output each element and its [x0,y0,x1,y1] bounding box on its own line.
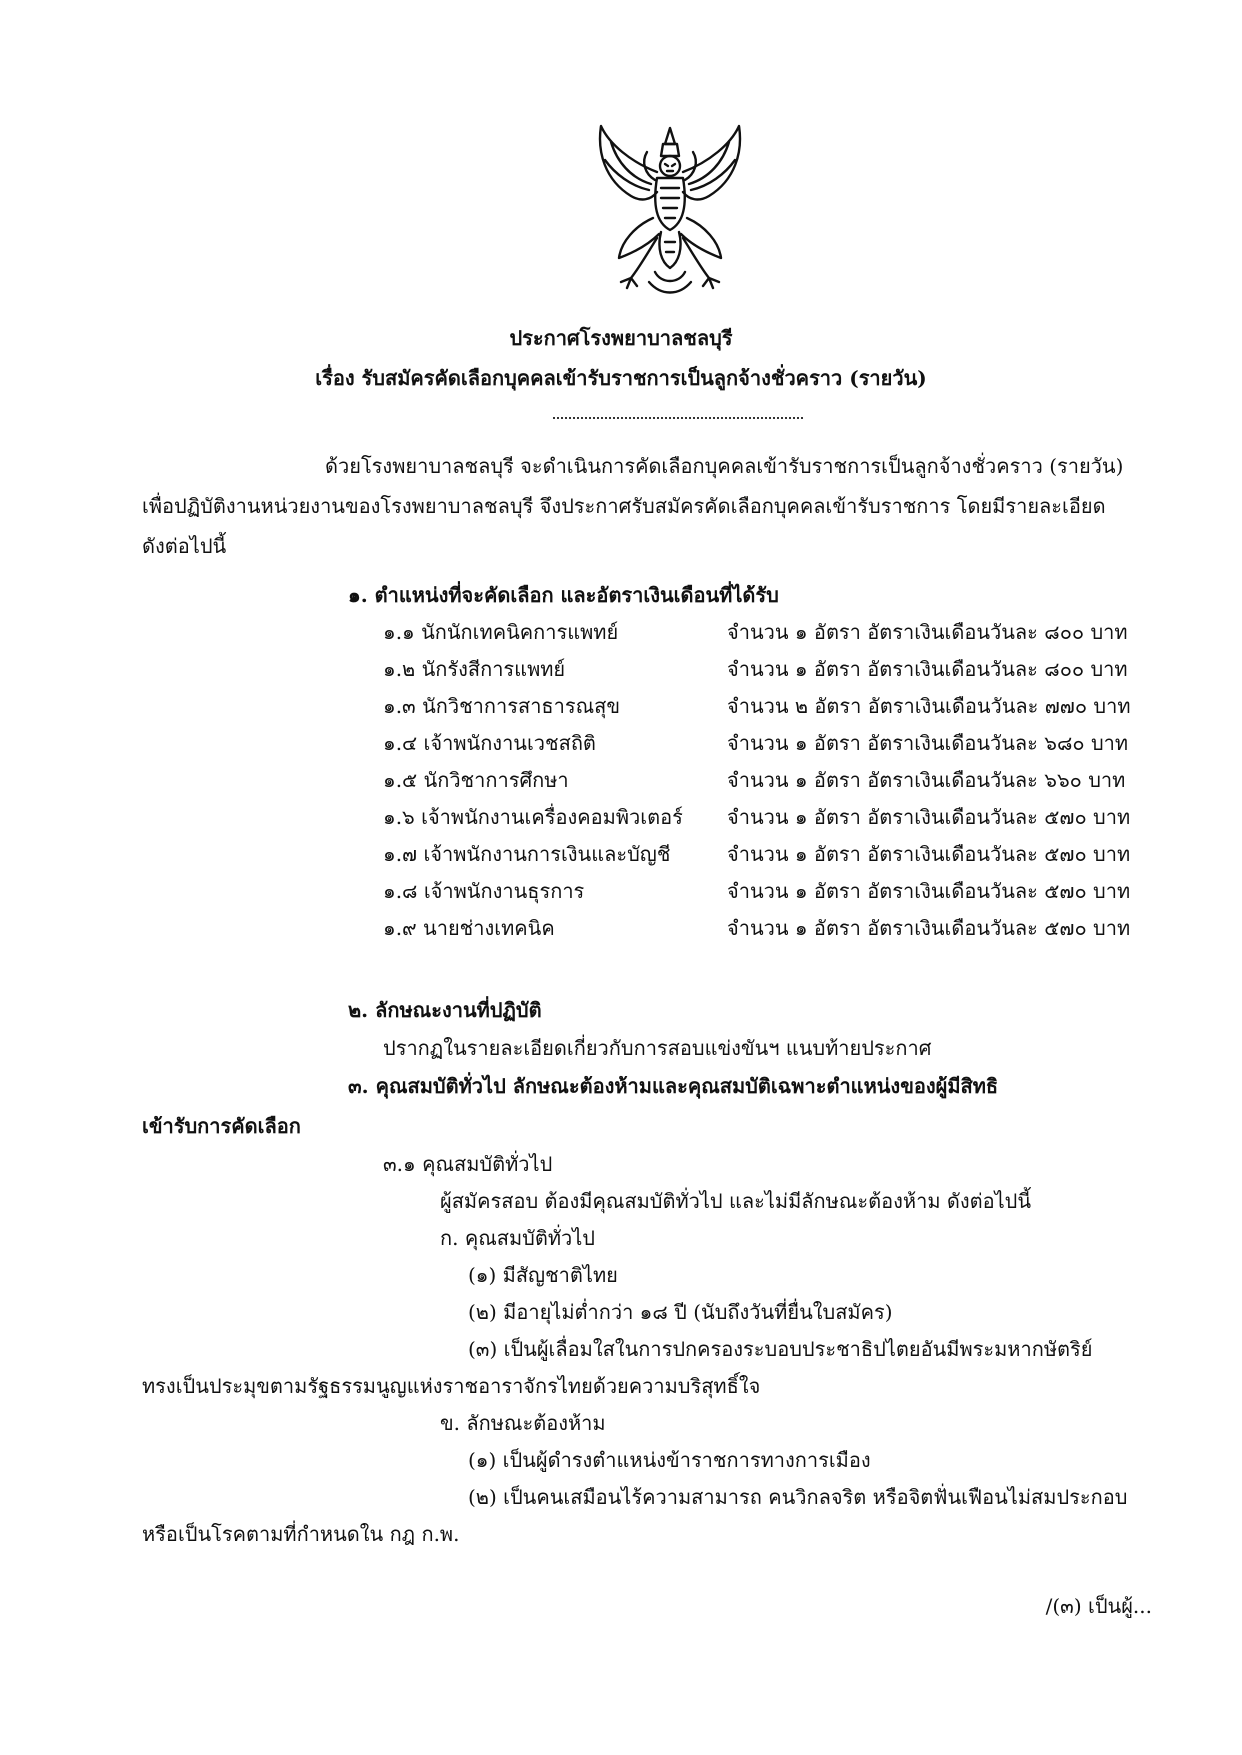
qualification-item-cont: ทรงเป็นประมุขตามรัฐธรรมนูญแห่งราชอาราจักรไทยด้วยความบริสุทธิ์ใจ [142,1374,761,1398]
position-name: ๑.๗ เจ้าพนักงานการเงินและบัญชี [383,842,671,866]
section-1-heading: ๑. ตำแหน่งที่จะคัดเลือก และอัตราเงินเดือนที่ได้รับ [348,583,779,607]
position-name: ๑.๙ นายช่างเทคนิค [383,916,555,940]
position-row [383,727,1153,763]
intro-line-1: ด้วยโรงพยาบาลชลบุรี จะดำเนินการคัดเลือกบุคคลเข้ารับราชการเป็นลูกจ้างชั่วคราว (รายวัน) [325,454,1124,478]
position-name: ๑.๖ เจ้าพนักงานเครื่องคอมพิวเตอร์ [383,805,683,829]
position-row [383,875,1153,911]
position-rate: จำนวน ๒ อัตรา อัตราเงินเดือนวันละ ๗๗๐ บาท [727,694,1131,718]
page-continuation: /(๓) เป็นผู้... [1045,1594,1152,1618]
position-row [383,912,1153,948]
position-row [383,690,1153,726]
position-rate: จำนวน ๑ อัตรา อัตราเงินเดือนวันละ ๕๗๐ บาท [727,842,1131,866]
subsection-3-1-intro: ผู้สมัครสอบ ต้องมีคุณสมบัติทั่วไป และไม่มีลักษณะต้องห้าม ดังต่อไปนี้ [440,1189,1032,1213]
position-name: ๑.๘ เจ้าพนักงานธุรการ [383,879,585,903]
position-rate: จำนวน ๑ อัตรา อัตราเงินเดือนวันละ ๘๐๐ บาท [727,620,1128,644]
intro-line-3: ดังต่อไปนี้ [142,534,227,558]
announcement-subject: เรื่อง รับสมัครคัดเลือกบุคคลเข้ารับราชการเป็นลูกจ้างชั่วคราว (รายวัน) [315,366,927,390]
position-row [383,764,1153,800]
position-name: ๑.๔ เจ้าพนักงานเวชสถิติ [383,731,596,755]
subsection-3-1-heading: ๓.๑ คุณสมบัติทั่วไป [383,1152,553,1176]
prohibitions-heading: ข. ลักษณะต้องห้าม [440,1411,606,1435]
position-rate: จำนวน ๑ อัตรา อัตราเงินเดือนวันละ ๘๐๐ บาท [727,657,1128,681]
prohibition-item: (๑) เป็นผู้ดำรงตำแหน่งข้าราชการทางการเมือง [468,1448,871,1472]
garuda-emblem-icon [591,122,749,300]
position-row [383,653,1153,689]
intro-line-2: เพื่อปฏิบัติงานหน่วยงานของโรงพยาบาลชลบุรี จึงประกาศรับสมัครคัดเลือกบุคคลเข้ารับราชการ โดยมีรายละเอียด [142,494,1106,518]
position-row [383,616,1153,652]
prohibition-item-cont: หรือเป็นโรคตามที่กำหนดใน กฎ ก.พ. [142,1522,460,1546]
position-row [383,801,1153,837]
qualifications-heading: ก. คุณสมบัติทั่วไป [440,1226,595,1250]
position-name: ๑.๕ นักวิชาการศึกษา [383,768,569,792]
position-rate: จำนวน ๑ อัตรา อัตราเงินเดือนวันละ ๖๖๐ บาท [727,768,1126,792]
position-rate: จำนวน ๑ อัตรา อัตราเงินเดือนวันละ ๕๗๐ บาท [727,805,1131,829]
section-2-heading: ๒. ลักษณะงานที่ปฏิบัติ [348,998,542,1022]
qualification-item: (๓) เป็นผู้เลื่อมใสในการปกครองระบอบประชาธิปไตยอันมีพระมหากษัตริย์ [468,1337,1093,1361]
qualification-item: (๑) มีสัญชาติไทย [468,1263,618,1287]
position-rate: จำนวน ๑ อัตรา อัตราเงินเดือนวันละ ๕๗๐ บาท [727,916,1131,940]
section-3-heading-cont: เข้ารับการคัดเลือก [142,1114,301,1138]
position-name: ๑.๒ นักรังสีการแพทย์ [383,657,566,681]
section-3-heading: ๓. คุณสมบัติทั่วไป ลักษณะต้องห้ามและคุณสมบัติเฉพาะตำแหน่งของผู้มีสิทธิ [348,1074,999,1098]
position-rate: จำนวน ๑ อัตรา อัตราเงินเดือนวันละ ๕๗๐ บาท [727,879,1131,903]
position-name: ๑.๓ นักวิชาการสาธารณสุข [383,694,621,718]
position-rate: จำนวน ๑ อัตรา อัตราเงินเดือนวันละ ๖๘๐ บาท [727,731,1129,755]
qualification-item: (๒) มีอายุไม่ต่ำกว่า ๑๘ ปี (นับถึงวันที่ยื่นใบสมัคร) [468,1300,893,1324]
header-dotted-divider [553,417,803,419]
prohibition-item: (๒) เป็นคนเสมือนไร้ความสามารถ คนวิกลจริต หรือจิตฟั่นเฟือนไม่สมประกอบ [468,1485,1128,1509]
announcement-title: ประกาศโรงพยาบาลชลบุรี [509,326,733,350]
position-name: ๑.๑ นักนักเทคนิคการแพทย์ [383,620,619,644]
section-2-body: ปรากฏในรายละเอียดเกี่ยวกับการสอบแข่งขันฯ แนบท้ายประกาศ [383,1036,932,1060]
position-row [383,838,1153,874]
